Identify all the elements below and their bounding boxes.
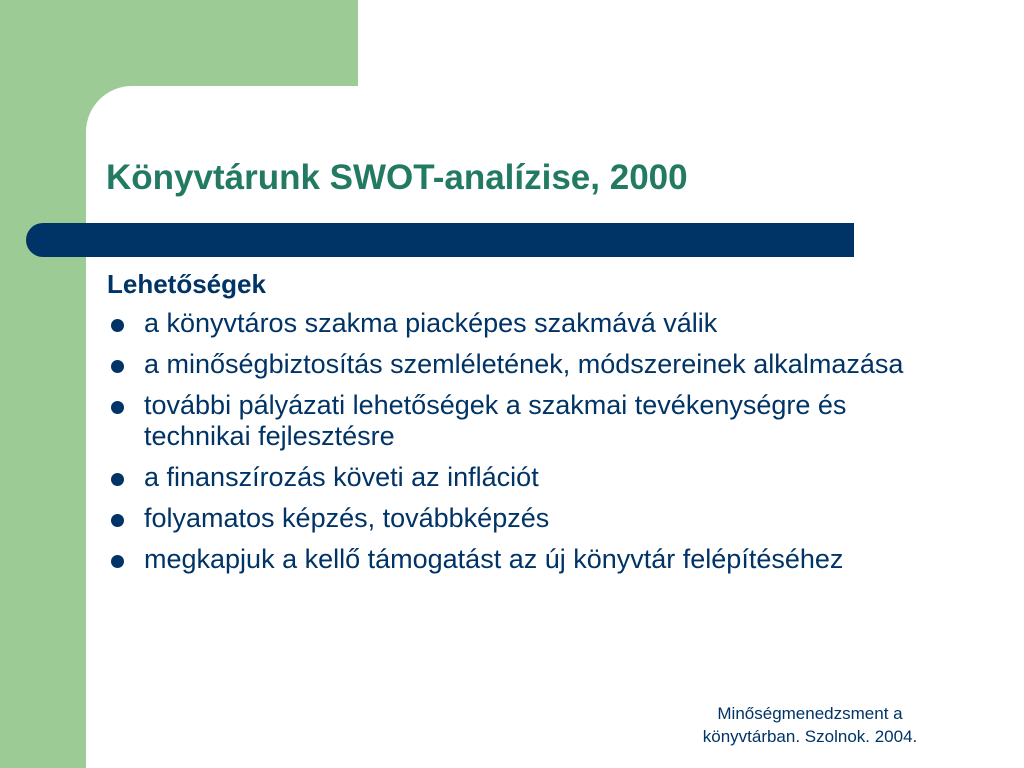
slide-title: Könyvtárunk SWOT-analízise, 2000 xyxy=(106,158,688,197)
bullet-dot-icon xyxy=(111,401,124,414)
bullet-dot-icon xyxy=(111,555,124,568)
bullet-item xyxy=(107,544,927,575)
section-heading: Lehetőségek xyxy=(107,269,266,299)
bullet-item xyxy=(107,308,927,339)
footer-line-2: könyvtárban. Szolnok. 2004. xyxy=(702,727,918,746)
bullet-dot-icon xyxy=(111,514,124,527)
bullet-text: megkapjuk a kellő támogatást az új könyvtár felépítéséhez xyxy=(144,544,844,574)
bullet-item xyxy=(107,349,927,380)
bullet-text: a finanszírozás követi az inflációt xyxy=(144,462,539,492)
bullet-item xyxy=(107,503,927,534)
bullet-item xyxy=(107,462,927,493)
bullet-dot-icon xyxy=(111,319,124,332)
footer-line-1: Minőségmenedzsment a xyxy=(717,704,903,723)
bullet-text: a minőségbiztosítás szemléletének, módszereinek alkalmazása xyxy=(144,349,904,379)
bullet-item xyxy=(107,390,927,452)
bullet-text: további pályázati lehetőségek a szakmai tevékenységre és technikai fejlesztésre xyxy=(144,390,847,451)
bullet-dot-icon xyxy=(111,360,124,373)
title-underline-bar xyxy=(26,223,854,257)
bullet-text: a könyvtáros szakma piacképes szakmává válik xyxy=(144,308,718,338)
bullet-text: folyamatos képzés, továbbképzés xyxy=(144,503,550,533)
bullet-list xyxy=(107,308,927,585)
slide-footer xyxy=(640,702,980,748)
bullet-dot-icon xyxy=(111,473,124,486)
